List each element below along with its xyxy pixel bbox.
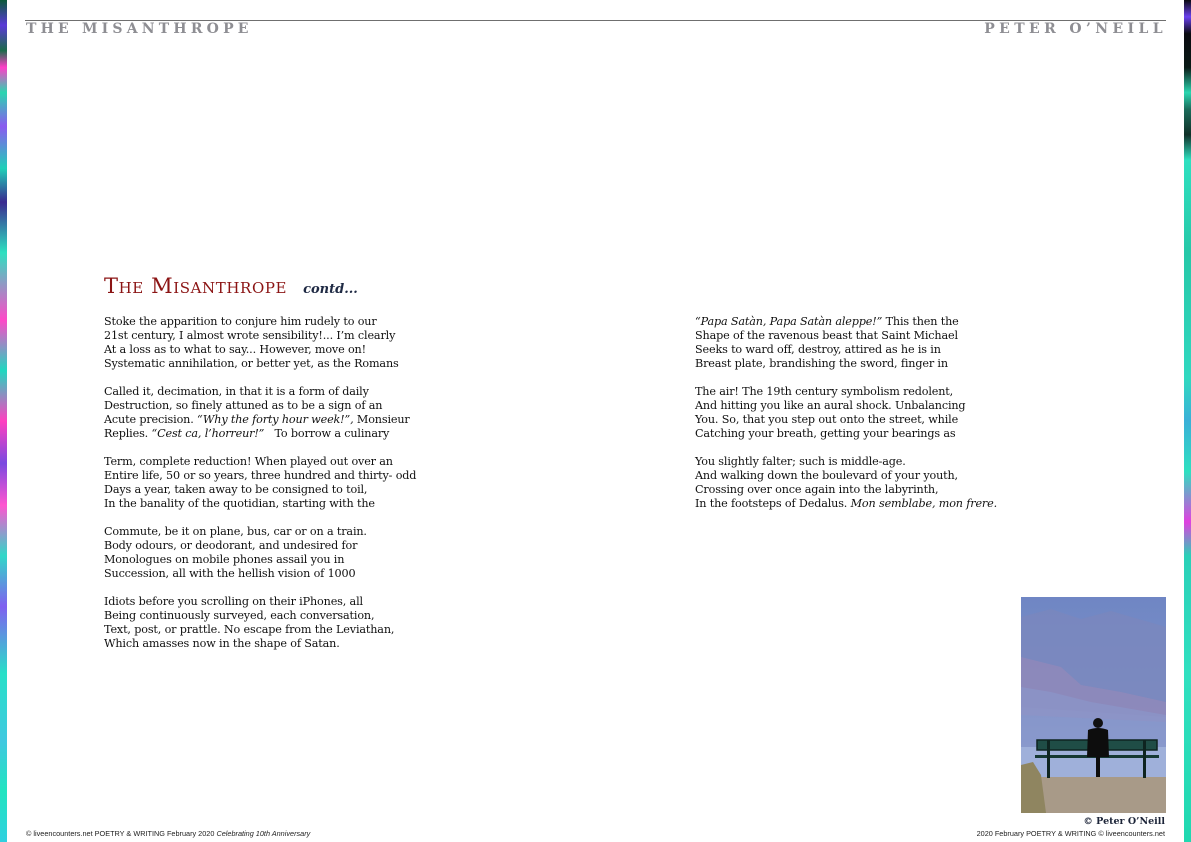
poem-line: In the banality of the quotidian, starting with the: [104, 497, 375, 510]
stanza: [104, 455, 416, 511]
line-text: Monsieur: [353, 413, 410, 426]
italic-quote: “Cest ca, l’horreur!”: [151, 427, 265, 440]
poem-line: And walking down the boulevard of your youth,: [695, 469, 958, 482]
poem-line: Body odours, or deodorant, and undesired for: [104, 539, 358, 552]
poem-line: [104, 427, 416, 441]
stanza: [104, 315, 416, 371]
line-text: In the footsteps of Dedalus.: [695, 497, 851, 510]
poem-line: At a loss as to what to say... However, move on!: [104, 343, 366, 356]
poem-line: Called it, decimation, in that it is a form of daily: [104, 385, 369, 398]
line-text: This then the: [882, 315, 959, 328]
italic-quote: “Why the forty hour week!”,: [197, 413, 354, 426]
decorative-border-left: [0, 0, 7, 842]
stanza: [104, 385, 416, 441]
stanza: [695, 455, 997, 511]
poem-continued-label: contd...: [303, 282, 358, 297]
poem-line: Monologues on mobile phones assail you in: [104, 553, 345, 566]
poem-column-right: [695, 315, 997, 525]
poem-line: Being continuously surveyed, each conversation,: [104, 609, 375, 622]
poem-line: 21st century, I almost wrote sensibility!... I’m clearly: [104, 329, 396, 342]
running-header-title: THE MISANTHROPE: [26, 21, 253, 37]
poem-line: Seeks to ward off, destroy, attired as he is in: [695, 343, 941, 356]
poem-line: Catching your breath, getting your bearings as: [695, 427, 956, 440]
poem-line: Which amasses now in the shape of Satan.: [104, 637, 340, 650]
stanza: [695, 385, 997, 441]
poem-line: Systematic annihilation, or better yet, as the Romans: [104, 357, 399, 370]
photo-credit: © Peter O’Neill: [1083, 816, 1165, 827]
italic-quote: “Papa Satàn, Papa Satàn aleppe!”: [695, 315, 883, 328]
poem-line: Destruction, so finely attuned as to be a sign of an: [104, 399, 383, 412]
poem-line: The air! The 19th century symbolism redolent,: [695, 385, 954, 398]
photo-man-on-bench: [1021, 597, 1166, 813]
poem-line: Commute, be it on plane, bus, car or on a train.: [104, 525, 367, 538]
poem-line: Idiots before you scrolling on their iPhones, all: [104, 595, 363, 608]
decorative-border-right: [1184, 0, 1191, 842]
poem-line: Stoke the apparition to conjure him rudely to our: [104, 315, 377, 328]
poem-line: [695, 315, 997, 329]
poem-line: [104, 413, 416, 427]
poem-line: Crossing over once again into the labyrinth,: [695, 483, 939, 496]
poem-line: Term, complete reduction! When played out over an: [104, 455, 393, 468]
poem-line: You. So, that you step out onto the street, while: [695, 413, 959, 426]
poem-line: You slightly falter; such is middle-age.: [695, 455, 906, 468]
line-text: Replies.: [104, 427, 152, 440]
stanza: [104, 525, 416, 581]
stanza: [695, 315, 997, 371]
poem-line: [695, 497, 997, 511]
italic-quote: Mon semblabe, mon frere.: [850, 497, 997, 510]
line-text: Acute precision.: [104, 413, 198, 426]
stanza: [104, 595, 416, 651]
poem-title: [104, 274, 358, 298]
poem-line: Breast plate, brandishing the sword, finger in: [695, 357, 948, 370]
poem-line: Text, post, or prattle. No escape from the Leviathan,: [104, 623, 395, 636]
poem-line: Succession, all with the hellish vision of 1000: [104, 567, 356, 580]
footer-right: 2020 February POETRY & WRITING © liveencounters.net: [976, 829, 1165, 838]
poem-line: Shape of the ravenous beast that Saint Michael: [695, 329, 958, 342]
poem-line: Entire life, 50 or so years, three hundred and thirty- odd: [104, 469, 417, 482]
poem-line: Days a year, taken away to be consigned to toil,: [104, 483, 368, 496]
footer-left-text: © liveencounters.net POETRY & WRITING February 2020: [26, 829, 217, 838]
poem-title-text: The Misanthrope: [104, 274, 288, 298]
man-on-bench-icon: [1021, 597, 1166, 813]
running-header-author: PETER O’NEILL: [984, 21, 1167, 37]
line-text: To borrow a culinary: [264, 427, 390, 440]
poem-column-left: [104, 315, 416, 665]
footer-left: [26, 829, 310, 838]
poem-line: And hitting you like an aural shock. Unbalancing: [695, 399, 966, 412]
footer-anniversary: Celebrating 10th Anniversary: [216, 829, 311, 838]
